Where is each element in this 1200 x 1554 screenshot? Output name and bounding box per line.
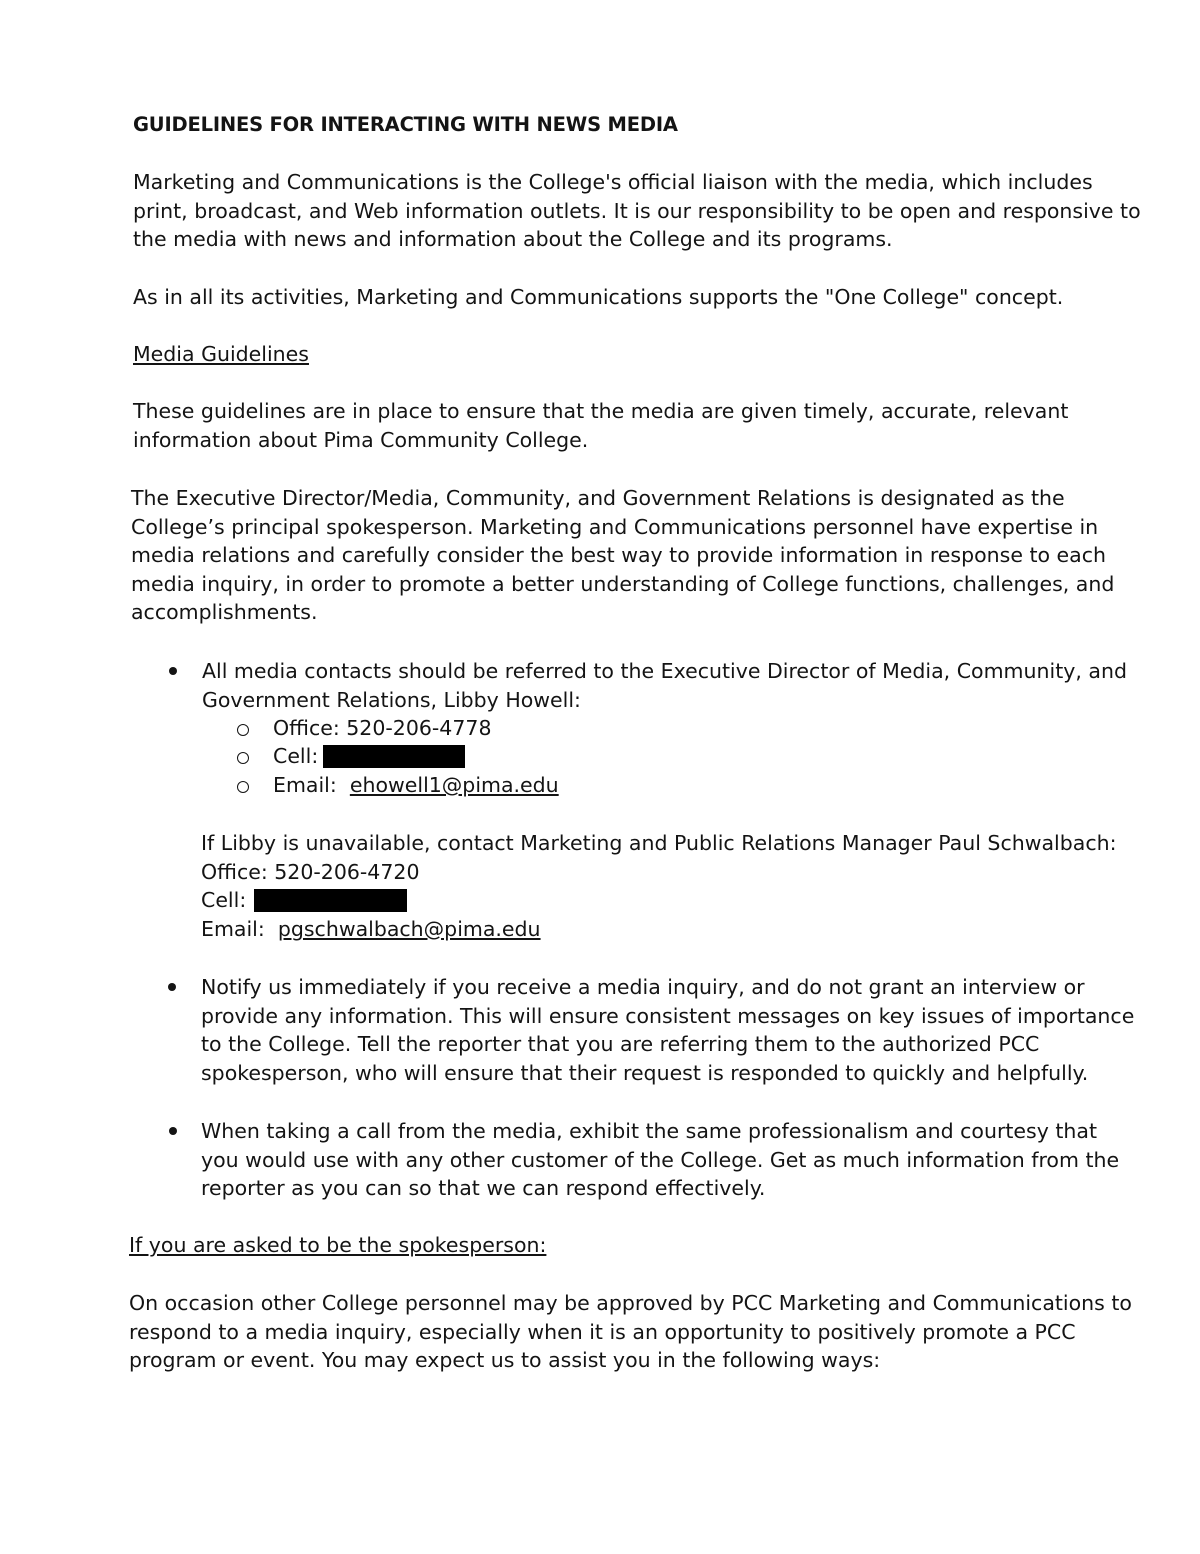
alternate-email-label: Email:: [201, 916, 265, 941]
alternate-cell-line: [201, 886, 1141, 915]
spokesperson-paragraph: On occasion other College personnel may be approved by PCC Marketing and Communications to respond to a media inquiry, especially when it is an opportunity to positively promote a PCC program or event. You may expect us to assist you in the following ways:: [129, 1291, 1132, 1373]
sub-bullet-circle-icon: [237, 724, 249, 736]
primary-office-phone: Office: 520-206-4778: [273, 716, 492, 740]
media-guidelines-heading: Media Guidelines: [133, 342, 309, 366]
guidelines-purpose-paragraph: These guidelines are in place to ensure that the media are given timely, accurate, relevant information about Pima Community College.: [133, 399, 1069, 452]
primary-cell-line: [273, 742, 465, 771]
notify-bullet: Notify us immediately if you receive a media inquiry, and do not grant an interview or provide any information. This will ensure consistent messages on key issues of importance to the College. Tell the reporter that you are referring them to the authorized PCC spokesperson, who will ensure that their request is responded to quickly and helpfully.: [201, 975, 1135, 1085]
primary-cell-label: Cell:: [273, 744, 319, 768]
sub-bullet-circle-icon: [237, 752, 249, 764]
intro-paragraph: Marketing and Communications is the College's official liaison with the media, which includes print, broadcast, and Web information outlets. It is our responsibility to be open and responsive to the media with news and information about the College and its programs.: [133, 170, 1141, 252]
bullet-icon: [169, 1127, 177, 1135]
redaction-bar: [254, 889, 407, 912]
alternate-email-line: [201, 915, 1141, 944]
document-title: GUIDELINES FOR INTERACTING WITH NEWS MEDIA: [133, 113, 678, 136]
primary-email-line: [273, 771, 559, 800]
spokesperson-designation-paragraph: The Executive Director/Media, Community, and Government Relations is designated as the College’s principal spokesperson. Marketing and Communications personnel have expertise in media relations and carefully consider the best way to provide information in response to each media inquiry, in order to promote a better understanding of College functions, challenges, and accomplishments.: [131, 486, 1115, 625]
bullet-icon: [169, 667, 177, 675]
referral-bullet: All media contacts should be referred to the Executive Director of Media, Community, and Government Relations, Libby Howell:: [202, 659, 1127, 712]
alternate-contact-intro: If Libby is unavailable, contact Marketing and Public Relations Manager Paul Schwalbach:: [201, 831, 1117, 855]
primary-email-link[interactable]: ehowell1@pima.edu: [349, 773, 559, 797]
sub-bullet-circle-icon: [237, 781, 249, 793]
spokesperson-heading: If you are asked to be the spokesperson:: [129, 1233, 547, 1257]
redaction-bar: [323, 745, 465, 768]
alternate-office-phone: Office: 520-206-4720: [201, 859, 420, 884]
alternate-contact-block: [201, 829, 1141, 943]
alternate-cell-label: Cell:: [201, 888, 247, 913]
professionalism-bullet: When taking a call from the media, exhibit the same professionalism and courtesy that you would use with any other customer of the College. Get as much information from the reporter as you can so that we can respond effectively.: [201, 1119, 1120, 1201]
one-college-paragraph: As in all its activities, Marketing and Communications supports the "One College" concept.: [133, 285, 1064, 309]
alternate-email-link[interactable]: pgschwalbach@pima.edu: [277, 916, 541, 941]
primary-email-label: Email:: [273, 773, 337, 797]
bullet-icon: [168, 983, 176, 991]
